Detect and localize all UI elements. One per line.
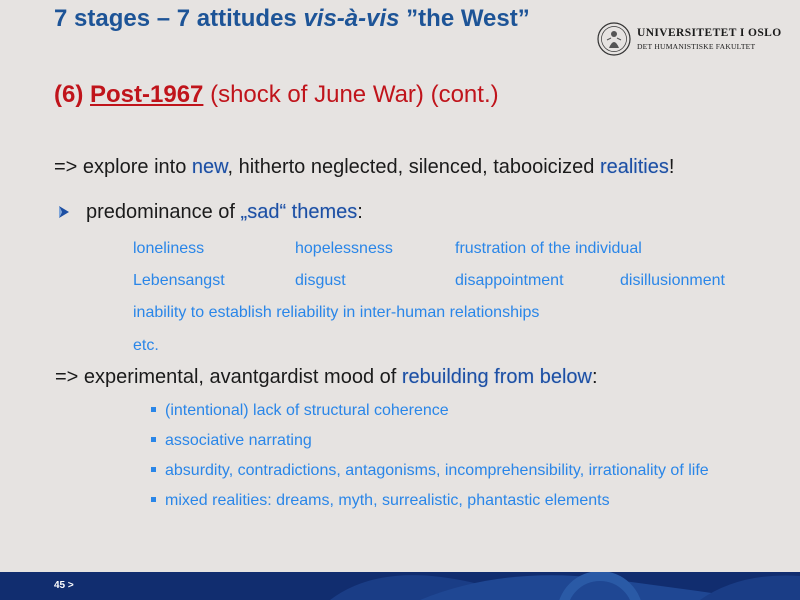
title-text: 7 stages – 7 attitudes <box>54 5 304 32</box>
square-bullet-icon <box>151 497 156 502</box>
slide-title <box>54 3 574 35</box>
theme-disappointment: disappointment <box>455 272 564 289</box>
theme-etc: etc. <box>133 337 159 354</box>
theme-disgust: disgust <box>295 272 346 289</box>
title-text-end: ”the West” <box>399 5 530 32</box>
theme-loneliness: loneliness <box>133 240 205 257</box>
footer-bar <box>0 572 800 600</box>
highlight-realities: realities <box>599 156 669 178</box>
square-bullet-icon <box>151 407 156 412</box>
feature-item: mixed realities: dreams, myth, surrealistic, phantastic elements <box>165 492 610 509</box>
predominance-prefix: predominance of <box>86 201 241 223</box>
explore-suffix: ! <box>668 156 675 178</box>
theme-inability: inability to establish reliability in inter-human relationships <box>133 304 540 321</box>
experimental-prefix: => experimental, avantgardist mood of <box>55 366 402 388</box>
theme-lebensangst: Lebensangst <box>133 272 225 289</box>
stage-name: Post-1967 <box>90 81 204 108</box>
footer-decoration <box>0 572 800 600</box>
predominance-suffix: : <box>357 201 363 223</box>
highlight-sad-themes: „sad“ themes <box>240 201 358 223</box>
feature-item: (intentional) lack of structural coherence <box>165 402 449 419</box>
stage-description: (shock of June War) (cont.) <box>203 81 499 108</box>
slide-subtitle <box>54 79 499 111</box>
university-logo <box>597 22 782 58</box>
square-bullet-icon <box>151 437 156 442</box>
theme-disillusionment: disillusionment <box>620 272 725 289</box>
experimental-suffix: : <box>591 366 598 388</box>
highlight-new: new <box>191 156 228 178</box>
explore-line <box>54 156 674 179</box>
highlight-rebuilding: rebuilding from below <box>401 366 592 388</box>
square-bullet-icon <box>151 467 156 472</box>
feature-item: absurdity, contradictions, antagonisms, incomprehensibility, irrationality of life <box>165 462 709 479</box>
theme-hopelessness: hopelessness <box>295 240 393 257</box>
stage-number: (6) <box>54 81 84 108</box>
explore-prefix: => explore into <box>54 156 192 178</box>
predominance-line <box>86 201 363 224</box>
title-italic: vis-à-vis <box>303 5 400 32</box>
explore-middle: , hitherto neglected, silenced, tabooicized <box>227 156 600 178</box>
page-number[interactable]: 45 > <box>54 580 74 591</box>
theme-frustration: frustration of the individual <box>455 240 642 257</box>
arrow-bullet-icon <box>57 205 71 219</box>
university-seal-icon <box>597 22 631 56</box>
experimental-line <box>55 366 598 389</box>
feature-item: associative narrating <box>165 432 312 449</box>
faculty-name: DET HUMANISTISKE FAKULTET <box>637 42 756 51</box>
university-name: UNIVERSITETET I OSLO <box>637 27 782 39</box>
